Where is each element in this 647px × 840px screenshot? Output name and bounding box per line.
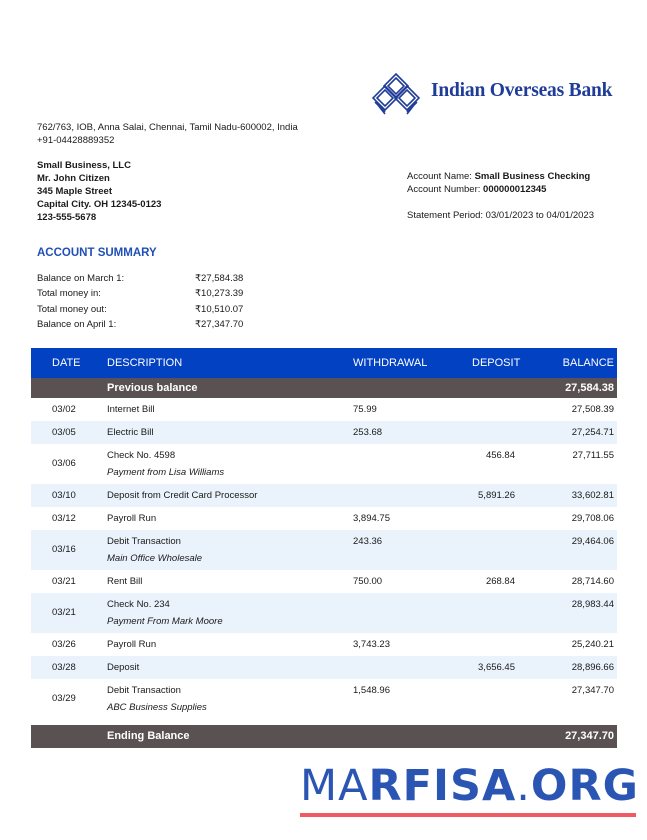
row-date: 03/10 — [52, 490, 76, 501]
customer-name: Mr. John Citizen — [37, 173, 110, 184]
row-withdrawal: 1,548.96 — [353, 685, 390, 696]
row-description: Electric Bill — [107, 427, 154, 438]
row-balance: 28,714.60 — [571, 576, 614, 587]
ending-balance-value: 27,347.70 — [565, 730, 614, 742]
row-date: 03/29 — [52, 693, 76, 704]
table-row — [31, 530, 617, 570]
account-info-block — [407, 170, 594, 222]
row-description: Rent Bill — [107, 576, 143, 587]
previous-balance-label: Previous balance — [107, 382, 198, 394]
row-description: Payroll Run — [107, 639, 157, 650]
customer-phone: 123-555-5678 — [37, 212, 97, 223]
row-balance: 29,464.06 — [571, 536, 614, 547]
header-date: DATE — [52, 357, 81, 369]
row-date: 03/21 — [52, 607, 76, 618]
row-balance: 28,896.66 — [571, 662, 614, 673]
header-deposit: DEPOSIT — [472, 357, 521, 369]
row-balance: 27,508.39 — [571, 404, 614, 415]
previous-balance-row — [31, 378, 617, 398]
row-balance: 27,711.55 — [572, 450, 614, 461]
row-deposit: 456.84 — [485, 450, 515, 461]
bank-address-block — [37, 121, 298, 147]
row-balance: 28,983.44 — [571, 599, 614, 610]
statement-period: Statement Period: 03/01/2023 to 04/01/2023 — [407, 210, 594, 221]
summary-row — [37, 286, 267, 301]
row-deposit: 3,656.45 — [478, 662, 515, 673]
row-withdrawal: 750.00 — [353, 576, 383, 587]
row-description: Payroll Run — [107, 513, 157, 524]
row-withdrawal: 75.99 — [353, 404, 377, 415]
summary-label: Total money out: — [37, 303, 107, 315]
row-withdrawal: 243.36 — [353, 536, 383, 547]
row-balance: 33,602.81 — [571, 490, 614, 501]
account-name-label: Account Name: — [407, 171, 475, 182]
summary-label: Balance on April 1: — [37, 318, 117, 330]
bank-logo — [370, 72, 620, 118]
ending-balance-label: Ending Balance — [107, 730, 190, 742]
table-row — [31, 421, 617, 444]
customer-street: 345 Maple Street — [37, 186, 112, 197]
row-sub-description: Main Office Wholesale — [107, 553, 203, 564]
account-number-label: Account Number: — [407, 184, 484, 195]
summary-row — [37, 317, 267, 332]
watermark-part: . — [516, 761, 531, 811]
summary-value: ₹10,273.39 — [195, 288, 244, 300]
header-description: DESCRIPTION — [107, 357, 183, 369]
account-summary-title: ACCOUNT SUMMARY — [37, 247, 157, 259]
account-summary — [37, 271, 267, 332]
bank-phone: +91-04428889352 — [37, 135, 115, 146]
row-description: Debit Transaction — [107, 536, 181, 547]
watermark-text — [300, 762, 639, 810]
summary-value: ₹10,510.07 — [195, 303, 244, 315]
row-date: 03/16 — [52, 544, 76, 555]
bank-address: 762/763, IOB, Anna Salai, Chennai, Tamil Nadu-600002, India — [37, 122, 298, 133]
row-sub-description: Payment From Mark Moore — [107, 616, 223, 627]
summary-row — [37, 302, 267, 317]
summary-label: Total money in: — [37, 288, 101, 300]
table-row — [31, 570, 617, 593]
table-row — [31, 633, 617, 656]
header-withdrawal: WITHDRAWAL — [353, 357, 428, 369]
row-sub-description: Payment from Lisa Williams — [107, 467, 225, 478]
row-deposit: 5,891.26 — [478, 490, 515, 501]
summary-value: ₹27,347.70 — [195, 318, 244, 330]
row-description: Deposit from Credit Card Processor — [107, 490, 258, 501]
summary-row — [37, 271, 267, 286]
header-balance: BALANCE — [562, 357, 614, 369]
row-withdrawal: 3,894.75 — [353, 513, 390, 524]
table-header — [31, 348, 617, 378]
transaction-rows — [31, 398, 617, 719]
watermark-underline — [300, 813, 636, 817]
summary-value: ₹27,584.38 — [195, 273, 244, 284]
bank-name: Indian Overseas Bank — [431, 80, 613, 101]
row-balance: 25,240.21 — [571, 639, 614, 650]
row-balance: 27,347.70 — [571, 685, 614, 696]
account-name-value: Small Business Checking — [474, 171, 591, 182]
table-row — [31, 507, 617, 530]
table-row — [31, 484, 617, 507]
customer-city: Capital City. OH 12345-0123 — [37, 199, 162, 210]
row-date: 03/26 — [52, 639, 76, 650]
table-row — [31, 398, 617, 421]
row-description: Deposit — [107, 662, 140, 673]
transactions-table — [31, 348, 617, 719]
ending-balance-row — [31, 725, 617, 748]
table-row — [31, 679, 617, 719]
customer-company: Small Business, LLC — [37, 160, 131, 171]
row-description: Debit Transaction — [107, 685, 181, 696]
watermark-part: MA — [300, 761, 369, 811]
row-deposit: 268.84 — [485, 576, 515, 587]
table-row — [31, 593, 617, 633]
watermark-part: RFISA — [368, 761, 517, 811]
row-withdrawal: 253.68 — [353, 427, 383, 438]
previous-balance-value: 27,584.38 — [565, 382, 614, 394]
row-description: Check No. 234 — [107, 599, 170, 610]
row-date: 03/06 — [52, 458, 76, 469]
iob-logo-icon — [372, 72, 420, 116]
row-balance: 29,708.06 — [571, 513, 614, 524]
row-date: 03/28 — [52, 662, 76, 673]
row-balance: 27,254.71 — [571, 427, 614, 438]
customer-block — [37, 159, 161, 224]
row-date: 03/21 — [52, 576, 76, 587]
row-description: Check No. 4598 — [107, 450, 176, 461]
account-number-line — [407, 183, 594, 196]
table-row — [31, 656, 617, 679]
row-description: Internet Bill — [107, 404, 155, 415]
row-withdrawal: 3,743.23 — [353, 639, 390, 650]
row-date: 03/12 — [52, 513, 76, 524]
row-date: 03/05 — [52, 427, 76, 438]
watermark — [300, 761, 639, 822]
summary-label: Balance on March 1: — [37, 273, 125, 284]
watermark-part: ORG — [530, 761, 639, 811]
row-date: 03/02 — [52, 404, 76, 415]
account-name-line — [407, 170, 594, 183]
row-sub-description: ABC Business Supplies — [107, 702, 207, 713]
account-number-value: 000000012345 — [483, 184, 547, 195]
table-row — [31, 444, 617, 484]
